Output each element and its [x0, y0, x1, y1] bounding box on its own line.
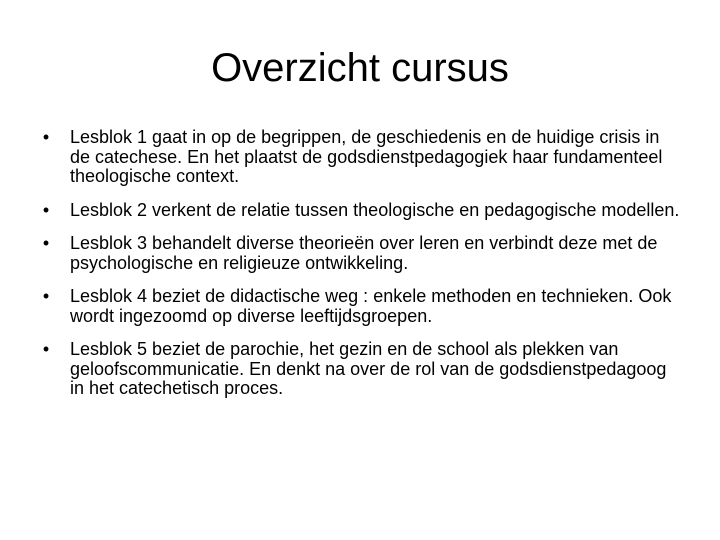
list-item	[36, 340, 684, 399]
bullet-icon: •	[42, 339, 50, 359]
bullet-text: Lesblok 3 behandelt diverse theorieën over leren en verbindt deze met de psychologische en religieuze ontwikkeling.	[70, 233, 658, 273]
bullet-text: Lesblok 4 beziet de didactische weg : enkele methoden en technieken. Ook wordt ingezoomd op diverse leeftijdsgroepen.	[70, 286, 672, 326]
bullet-icon: •	[42, 286, 50, 306]
list-item	[36, 234, 684, 273]
bullet-text: Lesblok 5 beziet de parochie, het gezin en de school als plekken van geloofscommunicatie. En denkt na over de rol van de godsdienstpedagoog in het catechetisch proces.	[70, 339, 667, 398]
bullet-icon: •	[42, 233, 50, 253]
list-item	[36, 201, 684, 221]
bullet-icon: •	[42, 199, 50, 220]
list-item	[36, 287, 684, 326]
bullet-text: Lesblok 1 gaat in op de begrippen, de geschiedenis en de huidige crisis in de catechese. En het plaatst de godsdienstpedagogiek haar fundamenteel theologische context.	[70, 127, 663, 186]
bullet-list	[36, 128, 684, 413]
list-item	[36, 128, 684, 187]
bullet-icon: •	[42, 127, 50, 147]
slide-title: Overzicht cursus	[211, 46, 509, 90]
bullet-text: Lesblok 2 verkent de relatie tussen theologische en pedagogische modellen.	[70, 199, 680, 220]
